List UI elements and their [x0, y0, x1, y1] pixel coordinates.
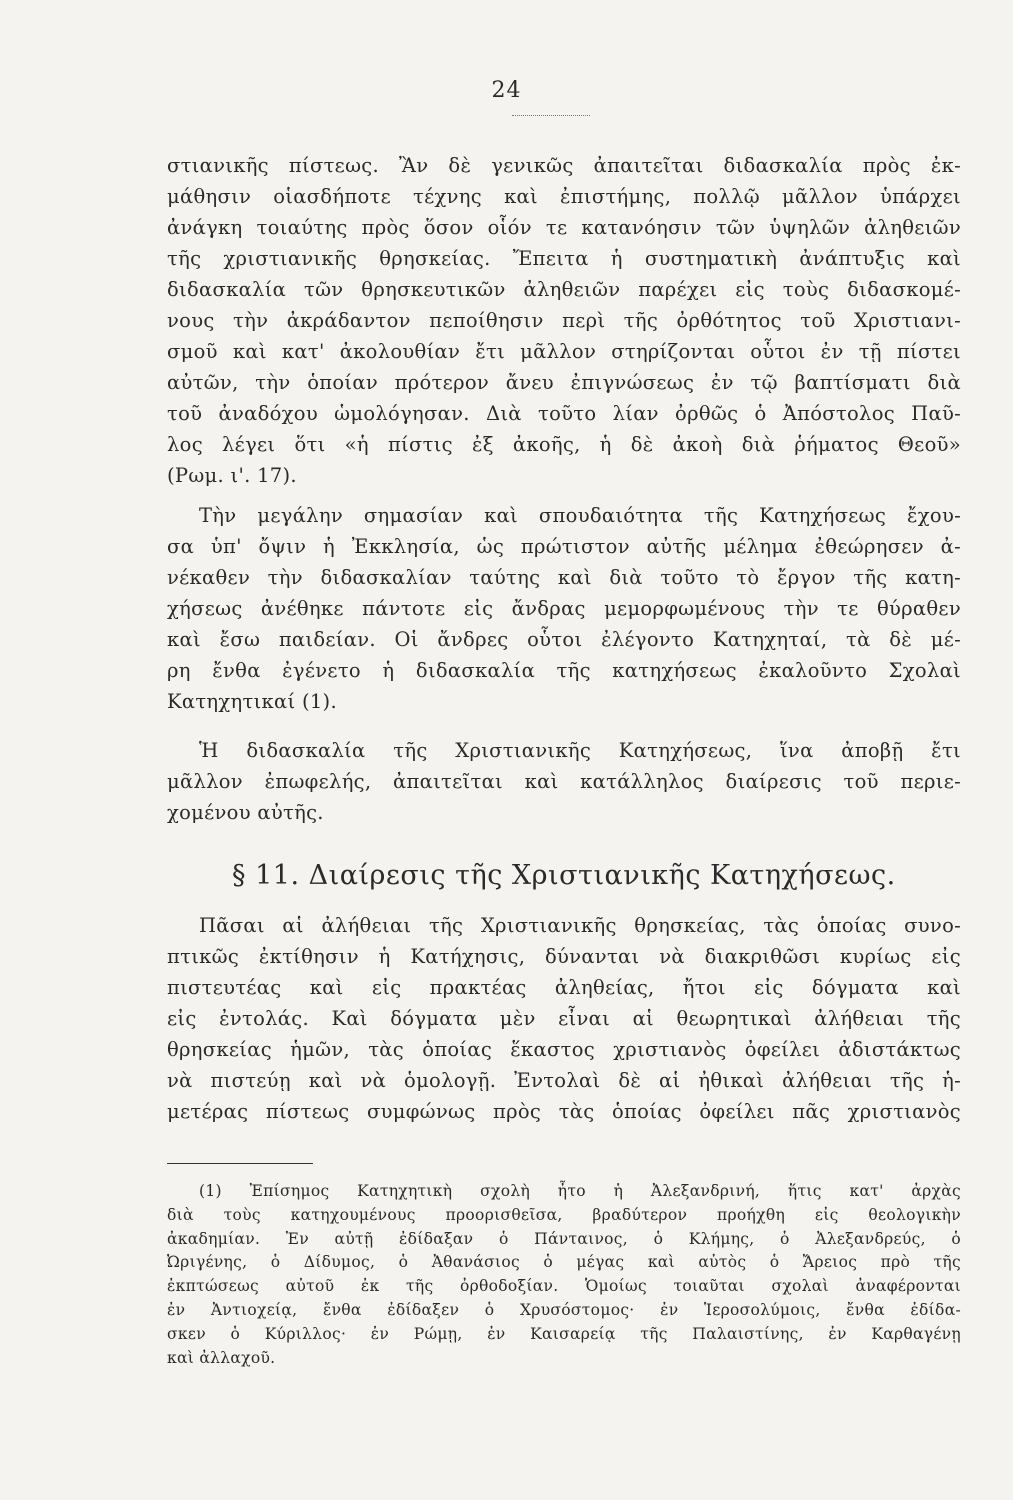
footnote-line: σκεν ὁ Κύριλλος· ἐν Ρώμῃ, ἐν Καισαρείᾳ τῆς Παλαιστίνης, ἐν Καρθαγένῃ — [167, 1324, 961, 1343]
text-line: ρη ἔνθα ἐγένετο ἡ διδασκαλία τῆς κατηχήσεως ἐκαλοῦντο Σχολαὶ — [167, 659, 961, 682]
text-line: πτικῶς ἐκτίθησιν ἡ Κατήχησις, δύνανται νὰ διακριθῶσι κυρίως εἰς — [167, 945, 961, 968]
text-line: (Ρωμ. ι'. 17). — [167, 464, 297, 487]
text-line: καὶ ἔσω παιδείαν. Οἱ ἄνδρες οὗτοι ἐλέγοντο Κατηχηταί, τὰ δὲ μέ- — [167, 628, 961, 651]
footnote-line: καὶ ἀλλαχοῦ. — [167, 1348, 276, 1367]
footnote-line: (1) Ἐπίσημος Κατηχητικὴ σχολὴ ἦτο ἡ Ἀλεξανδρινή, ἥτις κατ' ἀρχὰς — [199, 1182, 961, 1200]
text-line: μετέρας πίστεως συμφώνως πρὸς τὰς ὁποίας ὀφείλει πᾶς χριστιανὸς — [167, 1100, 961, 1123]
text-line: διδασκαλία τῶν θρησκευτικῶν ἀληθειῶν παρέχει εἰς τοὺς διδασκομέ- — [167, 278, 961, 301]
page-number: 24 — [491, 78, 522, 103]
text-line: πιστευτέας καὶ εἰς πρακτέας ἀληθείας, ἤτοι εἰς δόγματα καὶ — [167, 976, 961, 999]
footnote — [167, 1180, 961, 1370]
text-line: μᾶλλον ἐπωφελής, ἀπαιτεῖται καὶ κατάλληλος διαίρεσις τοῦ περιε- — [167, 770, 961, 793]
footnote-line: ἐν Ἀντιοχείᾳ, ἔνθα ἐδίδαξεν ὁ Χρυσόστομος· ἐν Ἱεροσολύμοις, ἔνθα ἐδίδα- — [167, 1300, 961, 1319]
text-line: χήσεως ἀνέθηκε πάντοτε εἰς ἄνδρας μεμορφωμένους τὴν τε θύραθεν — [167, 597, 961, 620]
page-number-underline — [512, 115, 590, 116]
paragraph-2 — [167, 500, 961, 717]
footnote-line: Ὠριγένης, ὁ Δίδυμος, ὁ Ἀθανάσιος ὁ μέγας καὶ αὐτὸς ὁ Ἄρειος πρὸ τῆς — [167, 1253, 961, 1272]
text-line: Ἡ διδασκαλία τῆς Χριστιανικῆς Κατηχήσεως, ἵνα ἀποβῇ ἔτι — [199, 739, 961, 762]
text-line: Κατηχητικαί (1). — [167, 690, 337, 713]
paragraph-4 — [167, 910, 961, 1127]
footnote-line: ἀκαδημίαν. Ἐν αὐτῇ ἐδίδαξαν ὁ Πάνταινος, ὁ Κλήμης, ὁ Ἀλεξανδρεύς, ὁ — [167, 1229, 961, 1248]
text-line: εἰς ἐντολάς. Καὶ δόγματα μὲν εἶναι αἱ θεωρητικαὶ ἀλήθειαι τῆς — [167, 1007, 961, 1030]
text-line: νὰ πιστεύῃ καὶ νὰ ὁμολογῇ. Ἐντολαὶ δὲ αἱ ἠθικαὶ ἀλήθειαι τῆς ἡ- — [167, 1069, 961, 1092]
paragraph-3 — [167, 735, 961, 828]
footnote-line: ἐκπτώσεως αὐτοῦ ἐκ τῆς ὀρθοδοξίαν. Ὁμοίως τοιαῦται σχολαὶ ἀναφέρονται — [167, 1277, 961, 1296]
section-heading: § 11. Διαίρεσις τῆς Χριστιανικῆς Κατηχήσεως. — [232, 860, 896, 891]
text-line: ἀνάγκη τοιαύτης πρὸς ὅσον οἷόν τε κατανόησιν τῶν ὑψηλῶν ἀληθειῶν — [167, 216, 961, 239]
text-line: χομένου αὐτῆς. — [167, 801, 324, 824]
paragraph-1 — [167, 150, 961, 491]
text-line: αὐτῶν, τὴν ὁποίαν πρότερον ἄνευ ἐπιγνώσεως ἐν τῷ βαπτίσματι διὰ — [167, 371, 961, 394]
footnote-separator — [167, 1163, 313, 1164]
text-line: τῆς χριστιανικῆς θρησκείας. Ἔπειτα ἡ συστηματικὴ ἀνάπτυξις καὶ — [167, 247, 961, 270]
text-line: νέκαθεν τὴν διδασκαλίαν ταύτης καὶ διὰ τοῦτο τὸ ἔργον τῆς κατη- — [167, 566, 961, 589]
text-line: τοῦ ἀναδόχου ὡμολόγησαν. Διὰ τοῦτο λίαν ὀρθῶς ὁ Ἀπόστολος Παῦ- — [167, 402, 961, 425]
text-line: Τὴν μεγάλην σημασίαν καὶ σπουδαιότητα τῆς Κατηχήσεως ἔχου- — [199, 504, 961, 527]
text-line: λος λέγει ὅτι «ἡ πίστις ἐξ ἀκοῆς, ἡ δὲ ἀκοὴ διὰ ῥήματος Θεοῦ» — [167, 433, 961, 456]
text-line: σμοῦ καὶ κατ' ἀκολουθίαν ἔτι μᾶλλον στηρίζονται οὗτοι ἐν τῇ πίστει — [167, 340, 961, 363]
footnote-line: διὰ τοὺς κατηχουμένους προορισθεῖσα, βραδύτερον προήχθη εἰς θεολογικὴν — [167, 1205, 961, 1224]
text-line: μάθησιν οἱασδήποτε τέχνης καὶ ἐπιστήμης, πολλῷ μᾶλλον ὑπάρχει — [167, 185, 961, 208]
text-line: στιανικῆς πίστεως. Ἂν δὲ γενικῶς ἀπαιτεῖται διδασκαλία πρὸς ἐκ- — [167, 154, 961, 177]
text-line: νους τὴν ἀκράδαντον πεποίθησιν περὶ τῆς ὀρθότητος τοῦ Χριστιανι- — [167, 309, 961, 332]
text-line: θρησκείας ἡμῶν, τὰς ὁποίας ἕκαστος χριστιανὸς ὀφείλει ἀδιστάκτως — [167, 1038, 961, 1061]
text-line: σα ὑπ' ὄψιν ἡ Ἐκκλησία, ὡς πρώτιστον αὐτῆς μέλημα ἐθεώρησεν ἀ- — [167, 535, 961, 558]
text-line: Πᾶσαι αἱ ἀλήθειαι τῆς Χριστιανικῆς θρησκείας, τὰς ὁποίας συνο- — [199, 914, 961, 937]
